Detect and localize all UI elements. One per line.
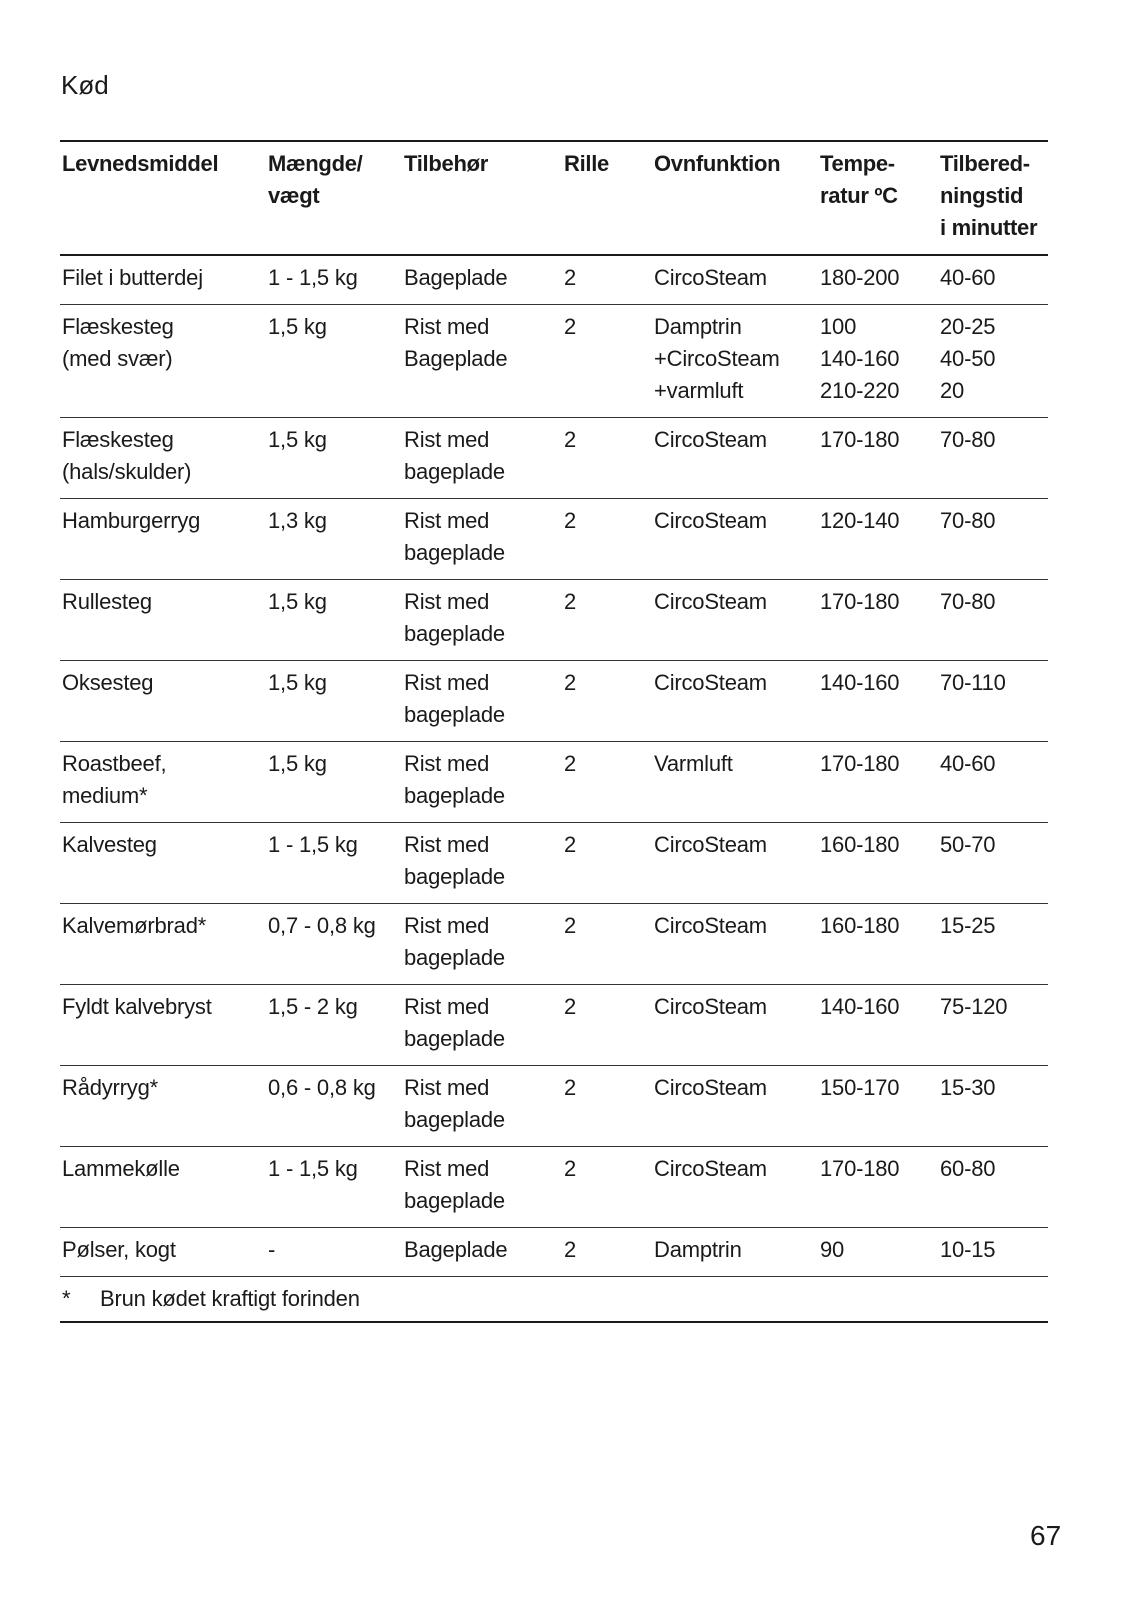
cell-cooking-time: 70-80 xyxy=(938,418,1048,499)
cell-food: Hamburgerryg xyxy=(60,499,266,580)
cell-oven-function: CircoSteam xyxy=(652,661,818,742)
cell-quantity: 1,5 kg xyxy=(266,305,402,418)
header-food: Levnedsmiddel xyxy=(60,140,266,256)
cell-oven-function: CircoSteam xyxy=(652,499,818,580)
cell-oven-function: Damptrin +CircoSteam +varmluft xyxy=(652,305,818,418)
cell-temperature: 160-180 xyxy=(818,904,938,985)
cell-cooking-time: 20-25 40-50 20 xyxy=(938,305,1048,418)
cell-food: Flæskesteg (med svær) xyxy=(60,305,266,418)
cell-quantity: 1 - 1,5 kg xyxy=(266,823,402,904)
cell-temperature: 170-180 xyxy=(818,418,938,499)
cell-temperature: 90 xyxy=(818,1228,938,1277)
cell-temperature: 120-140 xyxy=(818,499,938,580)
cell-shelf: 2 xyxy=(562,499,652,580)
table-row xyxy=(60,305,1048,418)
cell-quantity: 1,5 kg xyxy=(266,418,402,499)
cell-temperature: 170-180 xyxy=(818,580,938,661)
cell-food: Rullesteg xyxy=(60,580,266,661)
cell-shelf: 2 xyxy=(562,904,652,985)
cell-shelf: 2 xyxy=(562,985,652,1066)
table-row xyxy=(60,904,1048,985)
header-temperature: Tempe- ratur ºC xyxy=(818,140,938,256)
table-row xyxy=(60,418,1048,499)
cell-food: Roastbeef, medium* xyxy=(60,742,266,823)
footnote xyxy=(60,1277,1048,1323)
page-number: 67 xyxy=(1030,1520,1062,1551)
table-header-row xyxy=(60,140,1048,256)
cell-quantity: 1 - 1,5 kg xyxy=(266,256,402,305)
cell-cooking-time: 70-110 xyxy=(938,661,1048,742)
cell-temperature: 150-170 xyxy=(818,1066,938,1147)
cell-cooking-time: 40-60 xyxy=(938,256,1048,305)
cell-shelf: 2 xyxy=(562,1066,652,1147)
cell-oven-function: CircoSteam xyxy=(652,418,818,499)
table-row xyxy=(60,256,1048,305)
cell-accessory: Rist med Bageplade xyxy=(402,305,562,418)
cell-quantity: 1,5 kg xyxy=(266,580,402,661)
table-row xyxy=(60,1228,1048,1277)
cell-accessory: Bageplade xyxy=(402,1228,562,1277)
cell-accessory: Rist med bageplade xyxy=(402,418,562,499)
header-shelf: Rille xyxy=(562,140,652,256)
footnote-row xyxy=(60,1277,1048,1323)
table-row xyxy=(60,823,1048,904)
cell-shelf: 2 xyxy=(562,580,652,661)
cell-accessory: Rist med bageplade xyxy=(402,499,562,580)
cell-food: Rådyrryg* xyxy=(60,1066,266,1147)
cell-quantity: - xyxy=(266,1228,402,1277)
cell-cooking-time: 70-80 xyxy=(938,580,1048,661)
section-title: Kød xyxy=(61,70,109,100)
cell-oven-function: CircoSteam xyxy=(652,823,818,904)
cell-cooking-time: 40-60 xyxy=(938,742,1048,823)
cell-accessory: Rist med bageplade xyxy=(402,742,562,823)
cell-temperature: 160-180 xyxy=(818,823,938,904)
cell-quantity: 1,5 kg xyxy=(266,661,402,742)
cell-food: Fyldt kalvebryst xyxy=(60,985,266,1066)
cell-cooking-time: 15-30 xyxy=(938,1066,1048,1147)
cell-accessory: Rist med bageplade xyxy=(402,985,562,1066)
cell-cooking-time: 70-80 xyxy=(938,499,1048,580)
cell-accessory: Rist med bageplade xyxy=(402,823,562,904)
cell-food: Pølser, kogt xyxy=(60,1228,266,1277)
cell-temperature: 140-160 xyxy=(818,661,938,742)
cell-shelf: 2 xyxy=(562,661,652,742)
cell-oven-function: Varmluft xyxy=(652,742,818,823)
table-row xyxy=(60,499,1048,580)
cell-quantity: 1,5 - 2 kg xyxy=(266,985,402,1066)
header-quantity: Mængde/ vægt xyxy=(266,140,402,256)
cell-temperature: 140-160 xyxy=(818,985,938,1066)
cell-accessory: Rist med bageplade xyxy=(402,580,562,661)
cell-accessory: Rist med bageplade xyxy=(402,1147,562,1228)
cell-accessory: Rist med bageplade xyxy=(402,904,562,985)
cell-accessory: Rist med bageplade xyxy=(402,1066,562,1147)
cell-shelf: 2 xyxy=(562,1228,652,1277)
cell-oven-function: CircoSteam xyxy=(652,1147,818,1228)
cell-quantity: 1,3 kg xyxy=(266,499,402,580)
cell-cooking-time: 50-70 xyxy=(938,823,1048,904)
cell-cooking-time: 60-80 xyxy=(938,1147,1048,1228)
table-row xyxy=(60,742,1048,823)
table-row xyxy=(60,985,1048,1066)
cell-shelf: 2 xyxy=(562,418,652,499)
cell-temperature: 170-180 xyxy=(818,742,938,823)
cell-cooking-time: 10-15 xyxy=(938,1228,1048,1277)
table-row xyxy=(60,661,1048,742)
cell-accessory: Bageplade xyxy=(402,256,562,305)
cell-food: Kalvesteg xyxy=(60,823,266,904)
cell-food: Oksesteg xyxy=(60,661,266,742)
cell-temperature: 100 140-160 210-220 xyxy=(818,305,938,418)
table-row xyxy=(60,1147,1048,1228)
cell-food: Kalvemørbrad* xyxy=(60,904,266,985)
cell-cooking-time: 15-25 xyxy=(938,904,1048,985)
header-cooking-time: Tilbered- ningstid i minutter xyxy=(938,140,1048,256)
cell-oven-function: CircoSteam xyxy=(652,985,818,1066)
header-accessory: Tilbehør xyxy=(402,140,562,256)
cell-temperature: 170-180 xyxy=(818,1147,938,1228)
cell-quantity: 0,7 - 0,8 kg xyxy=(266,904,402,985)
cell-oven-function: Damptrin xyxy=(652,1228,818,1277)
header-oven-function: Ovnfunktion xyxy=(652,140,818,256)
cell-shelf: 2 xyxy=(562,823,652,904)
cell-food: Flæskesteg (hals/skulder) xyxy=(60,418,266,499)
cell-quantity: 1 - 1,5 kg xyxy=(266,1147,402,1228)
cell-cooking-time: 75-120 xyxy=(938,985,1048,1066)
cell-quantity: 1,5 kg xyxy=(266,742,402,823)
cell-temperature: 180-200 xyxy=(818,256,938,305)
cell-shelf: 2 xyxy=(562,1147,652,1228)
cell-quantity: 0,6 - 0,8 kg xyxy=(266,1066,402,1147)
table-row xyxy=(60,580,1048,661)
cell-accessory: Rist med bageplade xyxy=(402,661,562,742)
cell-shelf: 2 xyxy=(562,305,652,418)
meat-cooking-table xyxy=(60,140,1048,1323)
cell-food: Filet i butterdej xyxy=(60,256,266,305)
table-row xyxy=(60,1066,1048,1147)
cell-shelf: 2 xyxy=(562,256,652,305)
cell-food: Lammekølle xyxy=(60,1147,266,1228)
footnote-mark: * xyxy=(62,1286,71,1311)
footnote-text: Brun kødet kraftigt forinden xyxy=(100,1286,360,1311)
cell-oven-function: CircoSteam xyxy=(652,580,818,661)
cell-oven-function: CircoSteam xyxy=(652,904,818,985)
cell-oven-function: CircoSteam xyxy=(652,1066,818,1147)
cell-oven-function: CircoSteam xyxy=(652,256,818,305)
cell-shelf: 2 xyxy=(562,742,652,823)
